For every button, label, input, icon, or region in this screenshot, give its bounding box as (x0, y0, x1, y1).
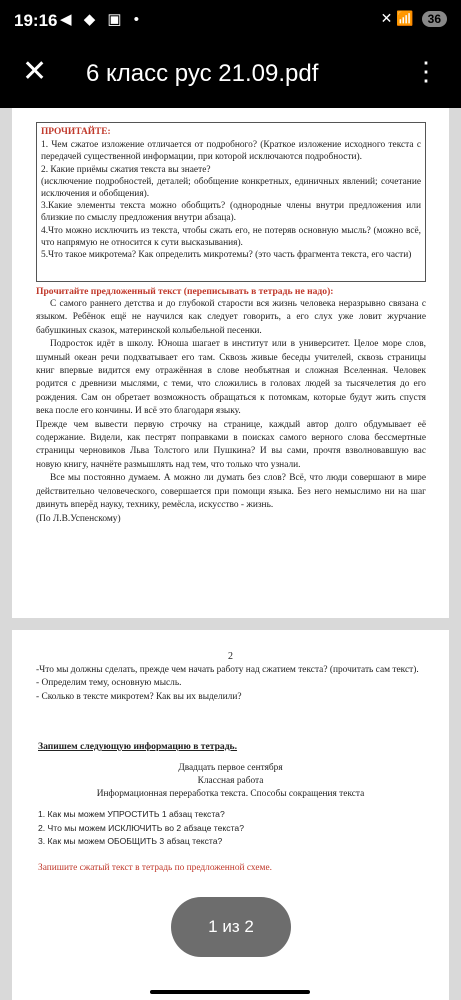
document-title: 6 класс рус 21.09.pdf (86, 60, 319, 87)
notification-icons: ◀ ◆ ▣ • (60, 11, 143, 28)
text-paragraph: Прежде чем вывести первую строчку на странице, каждый автор долго обдумывает её содержание. Видели, как пестрят поправками в поисках самого верного слова бессмертные страницы черновиков Льва Толстого или Пушкина? И вы сами, прочтя взволновавшую вас новую книгу, начнёте размышлять над тем, что только что узнали. (36, 419, 426, 470)
question-item: - Определим тему, основную мысль. (36, 678, 182, 689)
read-box-item: 1. Чем сжатое изложение отличается от подробного? (Краткое изложение исходного текста с передачей существенной информации, при которой исключаются подробности). (41, 140, 421, 163)
work-line: Классная работа (197, 776, 264, 787)
task-list (38, 808, 244, 849)
topic-line: Информационная переработка текста. Способы сокращения текста (96, 789, 365, 800)
text-paragraph: Подросток идёт в школу. Юноша шагает в институт или в университет. Целое море слов, шумный океан речи подхватывает его там. Сквозь живые беседы учителей, сквозь страницы книг впервые видится ему отражённая в слове необъятная и сложная Вселенная. Человек родится с древнизи мыслями, с теми, что сложились в головах людей за тысячелетия до его рождения. Сам он обретает возможность обращаться к потомкам, которые будут жить спустя века после его кончины. И всё это благодаря языку. (36, 339, 426, 417)
close-icon[interactable]: ✕ (22, 55, 48, 88)
more-options-icon[interactable]: ⋮ (413, 56, 439, 86)
status-bar (0, 0, 461, 42)
read-box-item: 2. Какие приёмы сжатия текста вы знаете? (41, 164, 211, 175)
page-number: 2 (228, 651, 233, 662)
notebook-heading (12, 762, 449, 802)
question-item: - Сколько в тексте микротем? Как вы их выделили? (36, 691, 242, 702)
text-paragraph: Все мы постоянно думаем. А можно ли думать без слов? Всё, что люди совершают в мире действительно человеческого, совершается при помощи языка. Без него немыслимо ни на шаг двинуть вперёд науку, технику, ремёсла, искусство - жизнь. (36, 473, 426, 511)
system-icons (381, 10, 447, 27)
task-item: 1. Как мы можем УПРОСТИТЬ 1 абзац текста? (38, 809, 225, 819)
question-list (36, 664, 428, 704)
date-line: Двадцать первое сентября (178, 763, 283, 773)
read-box-item: 4.Что можно исключить из текста, чтобы сжать его, не потеряв основную мысль? (можно всё, что напрямую не относится к сути высказывания). (41, 225, 421, 248)
app-bar (0, 42, 461, 108)
task-item: 2. Что мы можем ИСКЛЮЧИТЬ во 2 абзаце текста? (38, 822, 244, 833)
status-time: 19:16 (14, 11, 58, 30)
read-box (36, 122, 426, 282)
task-heading: Прочитайте предложенный текст (переписывать в тетрадь не надо): (36, 286, 334, 297)
question-item: -Что мы должны сделать, прежде чем начать работу над сжатием текста? (прочитать сам текст). (36, 665, 419, 675)
reading-text (36, 298, 426, 526)
read-box-item: (исключение подробностей, деталей; обобщение конкретных, единичных явлений; сочетание исключения и обобщения). (41, 176, 421, 200)
task-item: 3. Как мы можем ОБОБЩИТЬ 3 абзац текста? (38, 836, 223, 847)
wifi-signal-icon: ✕ 📶 (380, 10, 414, 26)
page-indicator: 1 из 2 (171, 897, 291, 957)
battery-icon: 36 (422, 11, 447, 27)
read-box-item: 5.Что такое микротема? Как определить микротемы? (это часть фрагмента текста, его части) (41, 250, 412, 261)
read-box-heading: ПРОЧИТАЙТЕ: (41, 127, 111, 137)
read-box-item: 3.Какие элементы текста можно обобщить? (однородные члены внутри предложения или близкие по смыслу предложения внутри абзаца). (41, 201, 421, 224)
write-header: Запишем следующую информацию в тетрадь. (38, 741, 238, 752)
text-source: (По Л.В.Успенскому) (36, 513, 121, 524)
pdf-page-1 (12, 108, 449, 618)
home-indicator[interactable] (150, 990, 310, 994)
red-instruction: Запишите сжатый текст в тетрадь по предложенной схеме. (38, 863, 272, 873)
text-paragraph: С самого раннего детства и до глубокой старости вся жизнь человека неразрывно связана с языком. Ребёнок ещё не научился как следует говорить, а его слух уже ловит журчание бабушкиных сказок, материнской колыбельной песенки. (36, 299, 426, 336)
